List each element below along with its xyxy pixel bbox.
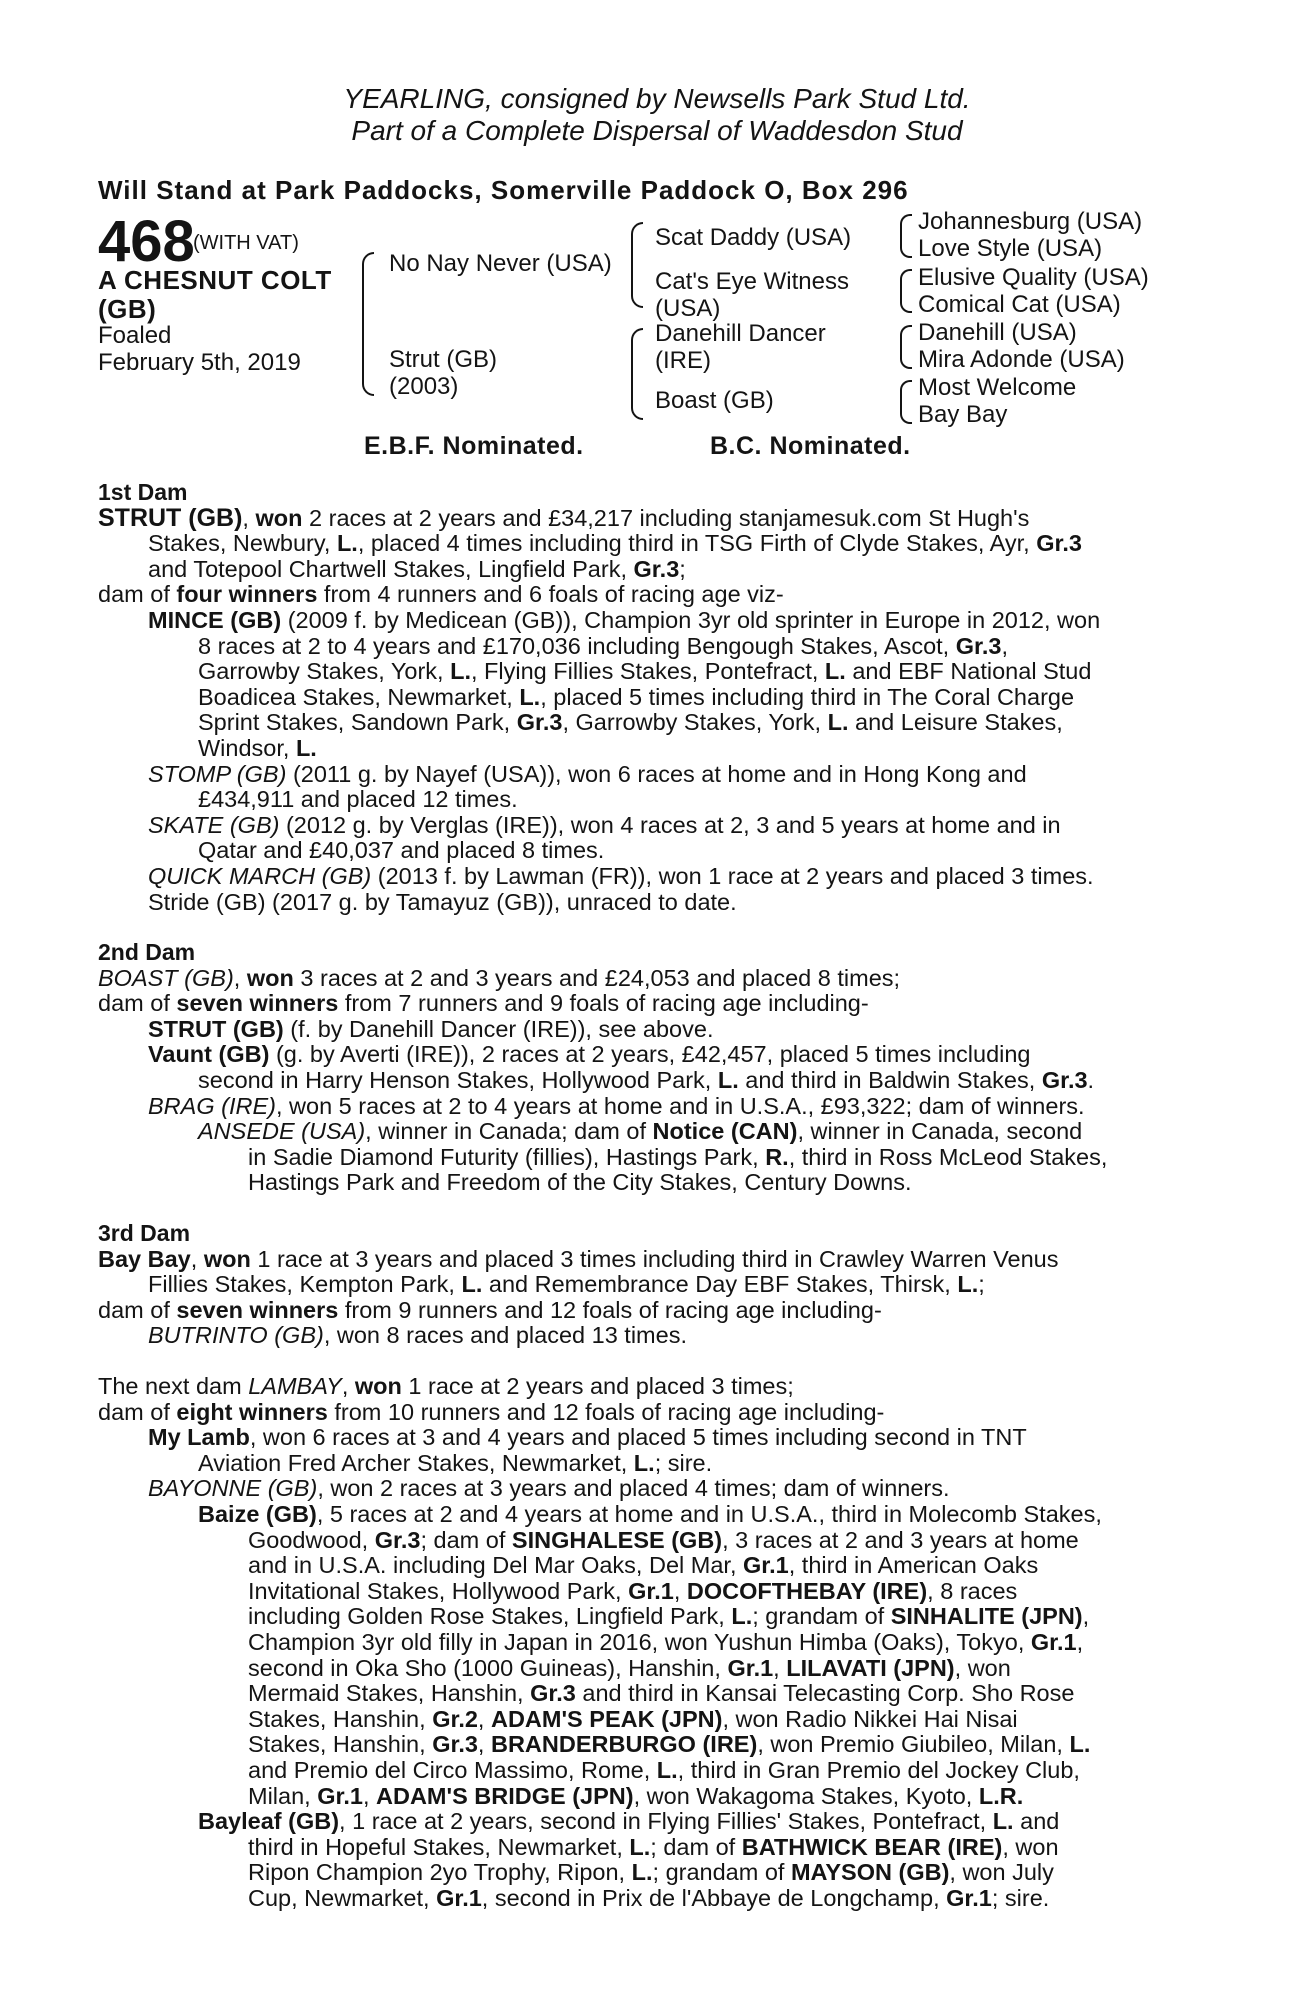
quick-march-line: QUICK MARCH (GB) (2013 f. by Lawman (FR)), won 1 race at 2 years and placed 3 times. — [148, 862, 1094, 889]
strut-line2: Stakes, Newbury, L., placed 4 times including third in TSG Firth of Clyde Stakes, Ayr, Gr.3 — [148, 530, 1082, 557]
baize-line6: Champion 3yr old filly in Japan in 2016, won Yushun Himba (Oaks), Tokyo, Gr.1, — [248, 1628, 1084, 1655]
baize-line5: including Golden Rose Stakes, Lingfield Park, L.; grandam of SINHALITE (JPN), — [248, 1603, 1090, 1630]
pedigree-dam-dam: Boast (GB) — [655, 387, 774, 414]
vat-note: (WITH VAT) — [193, 232, 299, 254]
pedigree-ddd: Bay Bay — [918, 401, 1008, 428]
foaled-label: Foaled — [98, 322, 172, 349]
baize-line9: Stakes, Hanshin, Gr.2, ADAM'S PEAK (JPN), won Radio Nikkei Hai Nisai — [248, 1705, 1018, 1732]
vaunt-line1: Vaunt (GB) (g. by Averti (IRE)), 2 races at 2 years, £42,457, placed 5 times including — [148, 1041, 1031, 1068]
third-dam-summary: dam of seven winners from 9 runners and 12 foals of racing age including- — [98, 1296, 882, 1323]
baize-line2: Goodwood, Gr.3; dam of SINGHALESE (GB), 3 races at 2 and 3 years at home — [248, 1526, 1079, 1553]
baize-line3: and in U.S.A. including Del Mar Oaks, Del Mar, Gr.1, third in American Oaks — [248, 1552, 1039, 1579]
pedigree-sire: No Nay Never (USA) — [389, 250, 612, 277]
strut-line1: STRUT (GB), won 2 races at 2 years and £34,217 including stanjamesuk.com St Hugh's — [98, 503, 1030, 532]
baize-line4: Invitational Stakes, Hollywood Park, Gr.1, DOCOFTHEBAY (IRE), 8 races — [248, 1577, 1018, 1604]
mince-line4: Boadicea Stakes, Newmarket, L., placed 5 times including third in The Coral Charge — [198, 683, 1075, 710]
baize-line7: second in Oka Sho (1000 Guineas), Hanshin, Gr.1, LILAVATI (JPN), won — [248, 1654, 1011, 1681]
pedigree-dam-sire-country: (IRE) — [655, 347, 711, 374]
mince-line6: Windsor, L. — [198, 734, 317, 761]
baize-line1: Baize (GB), 5 races at 2 and 4 years at home and in U.S.A., third in Molecomb Stakes, — [198, 1500, 1102, 1527]
first-dam-heading: 1st Dam — [98, 479, 188, 505]
pedigree-bracket-sire — [631, 222, 643, 308]
horse-desc-line2: (GB) — [98, 294, 157, 324]
ansede-line1: ANSEDE (USA), winner in Canada; dam of Notice (CAN), winner in Canada, second — [198, 1118, 1083, 1145]
horse-desc-line1: A CHESNUT COLT — [98, 265, 332, 295]
strut-see-above: STRUT (GB) (f. by Danehill Dancer (IRE)), see above. — [148, 1015, 714, 1042]
skate-line1: SKATE (GB) (2012 g. by Verglas (IRE)), won 4 races at 2, 3 and 5 years at home and in — [148, 811, 1061, 838]
mylamb-line1: My Lamb, won 6 races at 3 and 4 years and placed 5 times including second in TNT — [148, 1424, 1027, 1451]
baybay-line2: Fillies Stakes, Kempton Park, L. and Remembrance Day EBF Stakes, Thirsk, L.; — [148, 1271, 985, 1298]
pedigree-dds: Most Welcome — [918, 374, 1077, 401]
lot-number: 468 — [98, 209, 195, 274]
pedigree-sss: Johannesburg (USA) — [918, 208, 1143, 235]
pedigree-ssd: Love Style (USA) — [918, 235, 1103, 262]
pedigree-bracket-4b — [900, 269, 912, 313]
horse-description — [98, 266, 332, 324]
pedigree-dam: Strut (GB) — [389, 346, 498, 373]
bayleaf-line3: Ripon Champion 2yo Trophy, Ripon, L.; grandam of MAYSON (GB), won July — [248, 1859, 1054, 1886]
foaled-date: February 5th, 2019 — [98, 349, 301, 376]
bayleaf-line4: Cup, Newmarket, Gr.1, second in Prix de l'Abbaye de Longchamp, Gr.1; sire. — [248, 1884, 1050, 1911]
baize-line11: and Premio del Circo Massimo, Rome, L., third in Gran Premio del Jockey Club, — [248, 1756, 1080, 1783]
butrinto-line: BUTRINTO (GB), won 8 races and placed 13 times. — [148, 1322, 687, 1349]
stand-location: Will Stand at Park Paddocks, Somerville Paddock O, Box 296 — [98, 175, 909, 205]
mince-line1: MINCE (GB) (2009 f. by Medicean (GB)), Champion 3yr old sprinter in Europe in 2012, won — [148, 606, 1101, 633]
baize-line12: Milan, Gr.1, ADAM'S BRIDGE (JPN), won Wakagoma Stakes, Kyoto, L.R. — [248, 1782, 1024, 1809]
baybay-line1: Bay Bay, won 1 race at 3 years and placed 3 times including third in Crawley Warren Venus — [98, 1245, 1059, 1272]
pedigree-bracket-4d — [900, 380, 912, 424]
first-dam-summary: dam of four winners from 4 runners and 6 foals of racing age viz- — [98, 581, 784, 608]
pedigree-sdd: Comical Cat (USA) — [918, 291, 1121, 318]
pedigree-bracket-4c — [900, 325, 912, 369]
mylamb-line2: Aviation Fred Archer Stakes, Newmarket, L.; sire. — [198, 1449, 713, 1476]
bc-nomination: B.C. Nominated. — [710, 432, 911, 460]
pedigree-dam-sire: Danehill Dancer — [655, 320, 826, 347]
skate-line2: Qatar and £40,037 and placed 8 times. — [198, 837, 605, 864]
bayleaf-line1: Bayleaf (GB), 1 race at 2 years, second in Flying Fillies' Stakes, Pontefract, L. and — [198, 1808, 1060, 1835]
pedigree-dam-year: (2003) — [389, 373, 459, 400]
next-dam-summary: dam of eight winners from 10 runners and 12 foals of racing age including- — [98, 1398, 885, 1425]
foaling-info — [98, 322, 301, 376]
second-dam-heading: 2nd Dam — [98, 939, 196, 966]
consignor-line: YEARLING, consigned by Newsells Park Stud Ltd. — [343, 83, 971, 114]
ansede-line3: Hastings Park and Freedom of the City Stakes, Century Downs. — [248, 1169, 912, 1196]
pedigree-bracket-4a — [900, 214, 912, 258]
ebf-nomination: E.B.F. Nominated. — [364, 432, 584, 460]
mince-line3: Garrowby Stakes, York, L., Flying Fillies Stakes, Pontefract, L. and EBF National Stud — [198, 658, 1092, 685]
dispersal-line: Part of a Complete Dispersal of Waddesdon Stud — [351, 115, 963, 146]
ansede-line2: in Sadie Diamond Futurity (fillies), Hastings Park, R., third in Ross McLeod Stakes, — [248, 1143, 1108, 1170]
baize-line8: Mermaid Stakes, Hanshin, Gr.3 and third in Kansai Telecasting Corp. Sho Rose — [248, 1680, 1075, 1707]
boast-line: BOAST (GB), won 3 races at 2 and 3 years and £24,053 and placed 8 times; — [98, 964, 901, 991]
baize-line10: Stakes, Hanshin, Gr.3, BRANDERBURGO (IRE), won Premio Giubileo, Milan, L. — [248, 1731, 1091, 1758]
mince-line2: 8 races at 2 to 4 years and £170,036 including Bengough Stakes, Ascot, Gr.3, — [198, 632, 1009, 659]
next-dam-line: The next dam LAMBAY, won 1 race at 2 years and placed 3 times; — [98, 1373, 794, 1399]
vaunt-line2: second in Harry Henson Stakes, Hollywood Park, L. and third in Baldwin Stakes, Gr.3. — [198, 1067, 1095, 1094]
third-dam-heading: 3rd Dam — [98, 1220, 191, 1247]
pedigree-sire-dam-country: (USA) — [655, 295, 721, 322]
mince-line5: Sprint Stakes, Sandown Park, Gr.3, Garrowby Stakes, York, L. and Leisure Stakes, — [198, 709, 1063, 736]
pedigree-sire-sire: Scat Daddy (USA) — [655, 224, 852, 251]
stride-line: Stride (GB) (2017 g. by Tamayuz (GB)), unraced to date. — [148, 888, 737, 915]
pedigree-sire-dam: Cat's Eye Witness — [655, 268, 849, 295]
strut-line3: and Totepool Chartwell Stakes, Lingfield Park, Gr.3; — [148, 555, 686, 582]
stomp-line2: £434,911 and placed 12 times. — [198, 786, 518, 813]
bayleaf-line2: third in Hopeful Stakes, Newmarket, L.; dam of BATHWICK BEAR (IRE), won — [248, 1833, 1059, 1860]
pedigree-dss: Danehill (USA) — [918, 319, 1077, 346]
pedigree-sds: Elusive Quality (USA) — [918, 264, 1149, 291]
brag-line: BRAG (IRE), won 5 races at 2 to 4 years at home and in U.S.A., £93,322; dam of winners. — [148, 1092, 1085, 1119]
second-dam-summary: dam of seven winners from 7 runners and 9 foals of racing age including- — [98, 990, 869, 1017]
bayonne-line: BAYONNE (GB), won 2 races at 3 years and placed 4 times; dam of winners. — [148, 1475, 950, 1502]
stomp-line1: STOMP (GB) (2011 g. by Nayef (USA)), won 6 races at home and in Hong Kong and — [148, 760, 1027, 787]
pedigree-bracket-dam — [631, 328, 643, 420]
pedigree-dsd: Mira Adonde (USA) — [918, 346, 1125, 373]
pedigree-bracket-main — [362, 252, 374, 396]
pedigree-body — [98, 480, 1190, 1911]
